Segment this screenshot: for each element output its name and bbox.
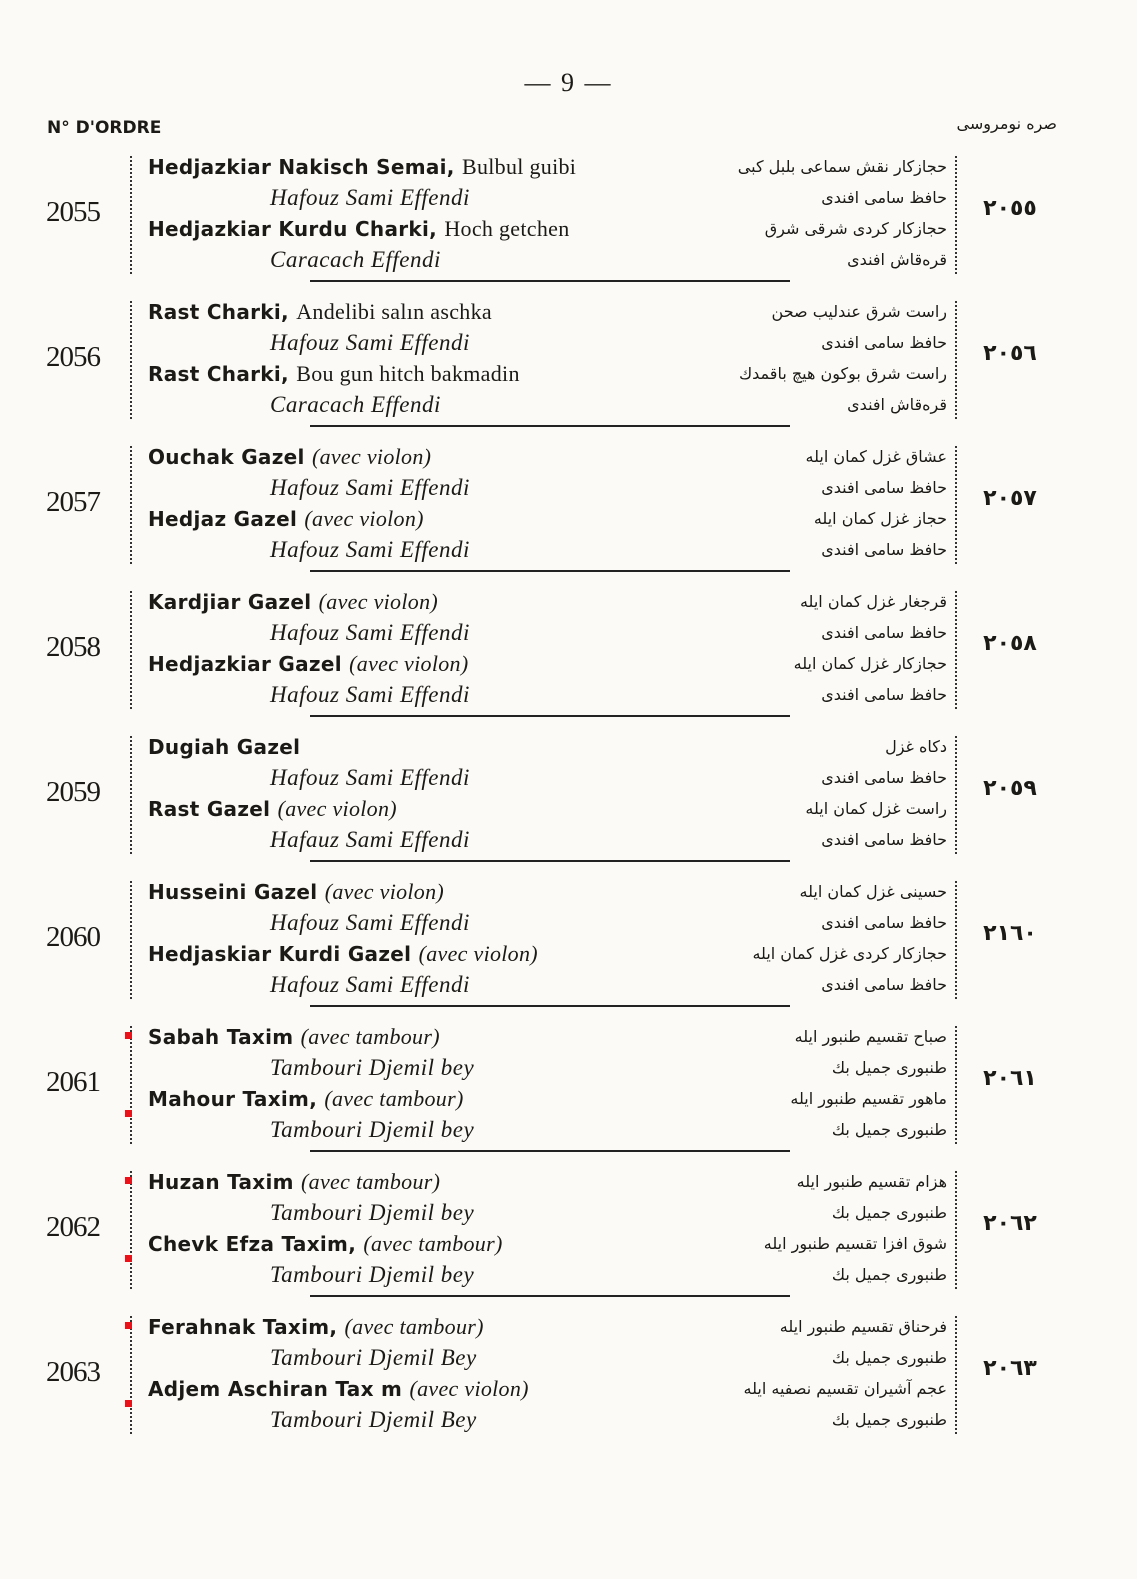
side-b-artist-arabic: قره‌قاش افندی [847, 250, 947, 269]
side-b-title [148, 504, 424, 534]
red-marker-icon [125, 1322, 132, 1329]
side-b-artist: Hafauz Sami Effendi [270, 827, 470, 852]
left-bracket [130, 301, 132, 419]
side-b-title [148, 939, 538, 969]
left-bracket [130, 1316, 132, 1434]
side-a-artist: Hafouz Sami Effendi [270, 765, 470, 790]
side-b-title-arabic: عجم آشیران تقسیم نصفیه ایله [743, 1379, 947, 1398]
side-a-title-main: Rast Charki, [148, 300, 289, 324]
side-b-title [148, 1084, 464, 1114]
left-bracket [130, 736, 132, 854]
catalog-entry [0, 587, 1137, 711]
side-b-title-note: (avec violon) [304, 506, 424, 531]
catalog-entry [0, 1167, 1137, 1291]
side-a-artist-arabic: حافظ سامی افندی [821, 768, 947, 787]
entry-divider [310, 280, 790, 282]
side-b-artist: Caracach Effendi [270, 392, 441, 417]
entry-divider [310, 1005, 790, 1007]
side-b-title-arabic: راست غزل كمان ایله [805, 799, 947, 818]
side-b-title-main: Chevk Efza Taxim, [148, 1232, 357, 1256]
side-a-artist: Hafouz Sami Effendi [270, 475, 470, 500]
order-number: 2063 [46, 1356, 100, 1388]
side-b-title-note: (avec violon) [418, 941, 538, 966]
side-a-title [148, 587, 438, 617]
right-bracket [955, 301, 957, 419]
order-number-arabic: ٢٠٦٣ [983, 1356, 1037, 1381]
side-b-title-main: Hedjazkiar Gazel [148, 652, 342, 676]
side-b-title-arabic: حجازكار كردی شرقی شرق [764, 219, 947, 238]
order-number: 2057 [46, 486, 100, 518]
entry-divider [310, 425, 790, 427]
side-b-artist: Hafouz Sami Effendi [270, 682, 470, 707]
order-number-arabic: ٢٠٥٧ [983, 486, 1037, 511]
side-a-artist: Tambouri Djemil bey [270, 1055, 475, 1080]
entry-divider [310, 860, 790, 862]
side-b-title-arabic: حجازكار كردی غزل كمان ایله [752, 944, 947, 963]
side-a-title [148, 877, 444, 907]
side-a-title-note: Bulbul guibi [461, 154, 577, 179]
side-b-title-note: (avec violon) [277, 796, 397, 821]
side-a-title-main: Ouchak Gazel [148, 445, 305, 469]
side-a-title [148, 442, 431, 472]
order-number-arabic: ٢٠٦٢ [983, 1211, 1037, 1236]
side-b-title [148, 1229, 503, 1259]
side-b-artist: Tambouri Djemil Bey [270, 1407, 477, 1432]
side-a-artist-arabic: طنبوری جمیل بك [831, 1058, 947, 1077]
side-b-title-note: (avec tambour) [324, 1086, 464, 1111]
side-a-artist: Hafouz Sami Effendi [270, 185, 470, 210]
catalog-entry [0, 1022, 1137, 1146]
side-b-artist: Caracach Effendi [270, 247, 441, 272]
side-a-title-note: (avec violon) [311, 444, 432, 469]
order-number-arabic: ٢٠٦١ [983, 1066, 1037, 1091]
side-a-artist: Tambouri Djemil bey [270, 1200, 475, 1225]
entry-divider [310, 1150, 790, 1152]
side-b-title-note: Bou gun hitch bakmadin [296, 361, 520, 386]
side-a-artist-arabic: حافظ سامی افندی [821, 333, 947, 352]
side-a-title [148, 1167, 440, 1197]
side-b-title-note: (avec violon) [409, 1376, 529, 1401]
entry-divider [310, 570, 790, 572]
left-bracket [130, 446, 132, 564]
side-b-artist: Hafouz Sami Effendi [270, 972, 470, 997]
order-number-heading: N° D'ORDRE [47, 118, 162, 138]
red-marker-icon [125, 1110, 132, 1117]
side-a-title [148, 297, 492, 327]
side-a-title-main: Husseini Gazel [148, 880, 318, 904]
page-number: — 9 — [524, 68, 613, 97]
side-b-artist: Hafouz Sami Effendi [270, 537, 470, 562]
side-a-title-note: (avec tambour) [344, 1314, 484, 1339]
side-a-title-note: (avec violon) [324, 879, 445, 904]
side-b-title-note: (avec tambour) [363, 1231, 503, 1256]
order-number-arabic: ٢٠٥٩ [983, 776, 1037, 801]
side-a-title [148, 732, 300, 762]
right-bracket [955, 446, 957, 564]
side-a-title-note: (avec violon) [318, 589, 438, 614]
side-a-artist: Hafouz Sami Effendi [270, 620, 470, 645]
order-number: 2058 [46, 631, 100, 663]
side-b-title-main: Rast Gazel [148, 797, 271, 821]
order-number-heading-arabic: صره نومروسی [956, 114, 1057, 133]
side-b-title [148, 794, 397, 824]
side-a-title-arabic: دكاه غزل [885, 737, 947, 756]
side-a-title-arabic: فرحناق تقسیم طنبور ایله [779, 1317, 947, 1336]
side-a-title-main: Ferahnak Taxim, [148, 1315, 338, 1339]
order-number-arabic: ٢٠٥٥ [983, 196, 1037, 221]
side-b-title-main: Adjem Aschiran Tax m [148, 1377, 403, 1401]
side-a-title-arabic: راست شرق عندلیب صحن [771, 302, 947, 321]
red-marker-icon [125, 1255, 132, 1262]
catalog-entry [0, 877, 1137, 1001]
side-a-artist: Hafouz Sami Effendi [270, 910, 470, 935]
side-b-artist-arabic: طنبوری جمیل بك [831, 1120, 947, 1139]
entry-divider [310, 715, 790, 717]
side-b-title-main: Hedjaz Gazel [148, 507, 298, 531]
side-a-title-arabic: عشاق غزل كمان ایله [805, 447, 947, 466]
catalog-entry [0, 732, 1137, 856]
side-a-title-arabic: صباح تقسیم طنبور ایله [794, 1027, 947, 1046]
order-number-arabic: ٢٠٥٦ [983, 341, 1037, 366]
side-a-artist-arabic: حافظ سامی افندی [821, 913, 947, 932]
order-number: 2059 [46, 776, 100, 808]
side-b-title-arabic: حجاز غزل كمان ایله [813, 509, 947, 528]
side-b-artist-arabic: قره‌قاش افندی [847, 395, 947, 414]
catalog-entry [0, 442, 1137, 566]
side-a-title-main: Sabah Taxim [148, 1025, 294, 1049]
side-b-title-arabic: شوق افزا تقسیم طنبور ایله [763, 1234, 947, 1253]
right-bracket [955, 591, 957, 709]
side-a-title-arabic: قرجغار غزل كمان ایله [799, 592, 947, 611]
side-b-title-main: Hedjaskiar Kurdi Gazel [148, 942, 412, 966]
side-a-title-arabic: حجازكار نقش سماعی بلبل كبی [737, 157, 947, 176]
side-b-title-arabic: ماهور تقسیم طنبور ایله [790, 1089, 947, 1108]
right-bracket [955, 1171, 957, 1289]
side-a-title-arabic: هزام تقسیم طنبور ایله [796, 1172, 947, 1191]
left-bracket [130, 1026, 132, 1144]
side-b-artist-arabic: حافظ سامی افندی [821, 540, 947, 559]
side-a-title [148, 152, 576, 182]
side-a-title [148, 1312, 484, 1342]
left-bracket [130, 591, 132, 709]
side-b-title [148, 214, 570, 244]
right-bracket [955, 736, 957, 854]
red-marker-icon [125, 1400, 132, 1407]
side-a-artist: Tambouri Djemil Bey [270, 1345, 477, 1370]
red-marker-icon [125, 1032, 132, 1039]
catalog-entry [0, 1312, 1137, 1436]
side-a-artist: Hafouz Sami Effendi [270, 330, 470, 355]
left-bracket [130, 1171, 132, 1289]
side-a-title-main: Kardjiar Gazel [148, 590, 312, 614]
order-number: 2062 [46, 1211, 100, 1243]
order-number-arabic: ٢١٦٠ [983, 921, 1037, 946]
side-a-title-note: Andelibi salın aschka [296, 299, 492, 324]
side-b-title-arabic: راست شرق بوكون هیچ باقمدك [738, 364, 947, 383]
side-a-title [148, 1022, 440, 1052]
side-b-artist: Tambouri Djemil bey [270, 1117, 475, 1142]
side-b-title-main: Rast Charki, [148, 362, 289, 386]
side-b-artist: Tambouri Djemil bey [270, 1262, 475, 1287]
side-b-artist-arabic: حافظ سامی افندی [821, 830, 947, 849]
side-b-title [148, 1374, 529, 1404]
red-marker-icon [125, 1177, 132, 1184]
right-bracket [955, 1316, 957, 1434]
side-b-artist-arabic: حافظ سامی افندی [821, 975, 947, 994]
right-bracket [955, 881, 957, 999]
side-b-title [148, 359, 520, 389]
side-a-artist-arabic: حافظ سامی افندی [821, 623, 947, 642]
side-b-title-main: Hedjazkiar Kurdu Charki, [148, 217, 438, 241]
right-bracket [955, 1026, 957, 1144]
side-a-artist-arabic: طنبوری جمیل بك [831, 1348, 947, 1367]
side-a-title-note: (avec tambour) [300, 1024, 440, 1049]
side-a-title-main: Huzan Taxim [148, 1170, 294, 1194]
side-a-title-main: Hedjazkiar Nakisch Semai, [148, 155, 455, 179]
left-bracket [130, 156, 132, 274]
side-b-artist-arabic: حافظ سامی افندی [821, 685, 947, 704]
side-b-artist-arabic: طنبوری جمیل بك [831, 1410, 947, 1429]
left-bracket [130, 881, 132, 999]
entry-divider [310, 1295, 790, 1297]
side-b-title-arabic: حجازكار غزل كمان ایله [793, 654, 947, 673]
side-a-title-note: (avec tambour) [301, 1169, 441, 1194]
side-a-artist-arabic: طنبوری جمیل بك [831, 1203, 947, 1222]
side-b-title-note: Hoch getchen [444, 216, 570, 241]
order-number-arabic: ٢٠٥٨ [983, 631, 1037, 656]
right-bracket [955, 156, 957, 274]
side-b-title [148, 649, 468, 679]
order-number: 2056 [46, 341, 100, 373]
side-a-artist-arabic: حافظ سامی افندی [821, 188, 947, 207]
side-b-artist-arabic: طنبوری جمیل بك [831, 1265, 947, 1284]
order-number: 2055 [46, 196, 100, 228]
order-number: 2060 [46, 921, 100, 953]
catalog-entry [0, 297, 1137, 421]
catalog-entry [0, 152, 1137, 276]
side-b-title-main: Mahour Taxim, [148, 1087, 318, 1111]
side-a-title-arabic: حسینی غزل كمان ایله [799, 882, 947, 901]
side-a-title-main: Dugiah Gazel [148, 735, 301, 759]
side-a-artist-arabic: حافظ سامی افندی [821, 478, 947, 497]
order-number: 2061 [46, 1066, 100, 1098]
side-b-title-note: (avec violon) [349, 651, 469, 676]
